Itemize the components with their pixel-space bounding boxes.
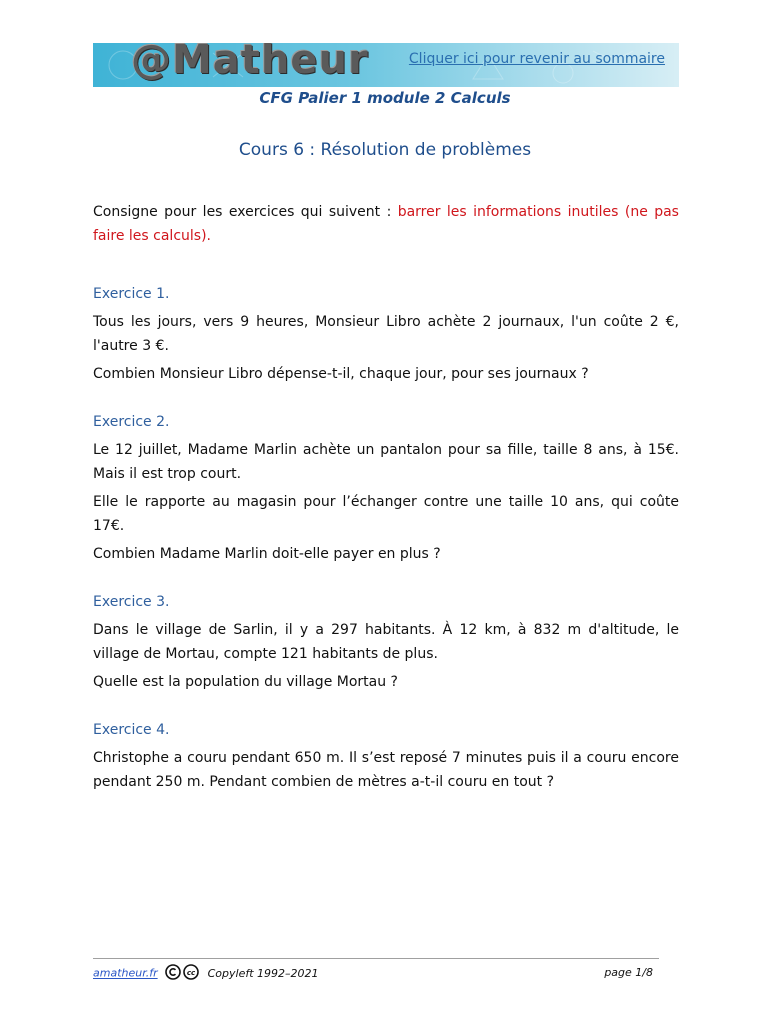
exercise-2-text-2: Elle le rapporte au magasin pour l’échanger contre une taille 10 ans, qui coûte 17€. bbox=[93, 494, 679, 534]
creative-commons-icon bbox=[184, 965, 198, 979]
header-banner bbox=[93, 43, 679, 87]
page-number: page 1/8 bbox=[604, 966, 653, 979]
svg-text:cc: cc bbox=[186, 969, 196, 977]
exercise-3-title: Exercice 3. bbox=[93, 594, 170, 610]
instructions-prefix: Consigne pour les exercices qui suivent : bbox=[93, 204, 398, 220]
exercise-3-question: Quelle est la population du village Mortau ? bbox=[93, 674, 398, 690]
course-title: Cours 6 : Résolution de problèmes bbox=[238, 140, 532, 160]
exercise-2-text-1: Le 12 juillet, Madame Marlin achète un pantalon pour sa fille, taille 8 ans, à 15€. Mais il est trop court. bbox=[93, 442, 679, 482]
exercise-3 bbox=[93, 590, 679, 694]
document-content bbox=[93, 200, 679, 794]
exercise-4-title: Exercice 4. bbox=[93, 722, 170, 738]
exercise-4 bbox=[93, 718, 679, 794]
exercise-4-text: Christophe a couru pendant 650 m. Il s’est reposé 7 minutes puis il a couru encore pendant 250 m. Pendant combien de mètres a-t-il couru en tout ? bbox=[93, 750, 679, 790]
copyleft-text: Copyleft 1992–2021 bbox=[207, 967, 319, 980]
exercise-1-text: Tous les jours, vers 9 heures, Monsieur Libro achète 2 journaux, l'un coûte 2 €, l'autre 3 €. bbox=[93, 314, 679, 354]
exercise-2-question: Combien Madame Marlin doit-elle payer en plus ? bbox=[93, 546, 441, 562]
instructions-highlight: barrer les informations inutiles (ne pas faire les calculs). bbox=[93, 204, 679, 244]
footer bbox=[93, 964, 659, 984]
exercise-2-title: Exercice 2. bbox=[93, 414, 170, 430]
exercise-1 bbox=[93, 282, 679, 386]
exercise-1-question: Combien Monsieur Libro dépense-t-il, chaque jour, pour ses journaux ? bbox=[93, 366, 589, 382]
document-title: CFG Palier 1 module 2 Calculs bbox=[259, 89, 511, 107]
instructions bbox=[93, 200, 679, 248]
exercise-2 bbox=[93, 410, 679, 566]
exercise-1-title: Exercice 1. bbox=[93, 286, 170, 302]
site-logo[interactable]: @Matheur bbox=[131, 43, 369, 83]
site-link[interactable]: amatheur.fr bbox=[93, 966, 158, 980]
copyleft-icon bbox=[166, 965, 180, 979]
license-icons bbox=[165, 964, 201, 983]
footer-divider bbox=[93, 958, 659, 959]
exercise-3-text: Dans le village de Sarlin, il y a 297 habitants. À 12 km, à 832 m d'altitude, le village de Mortau, compte 121 habitants de plus. bbox=[93, 622, 679, 662]
summary-link[interactable]: Cliquer ici pour revenir au sommaire bbox=[408, 51, 665, 67]
